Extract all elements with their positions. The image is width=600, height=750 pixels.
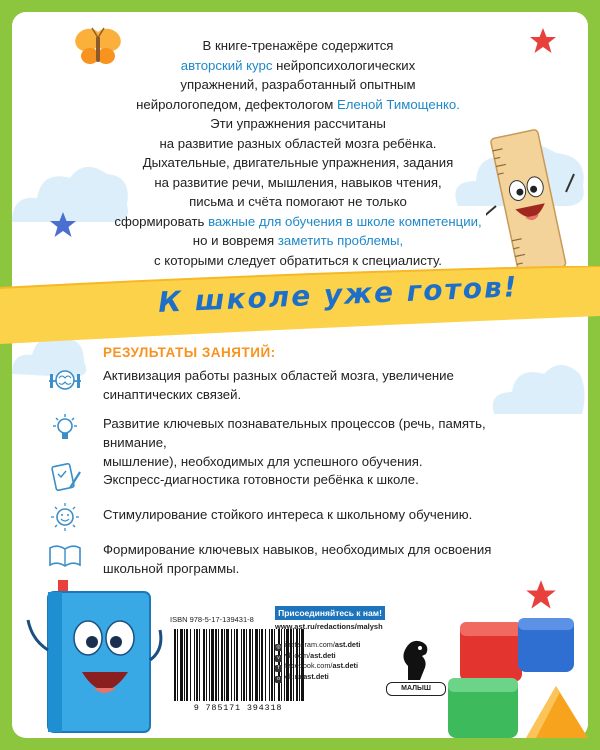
barcode-bar xyxy=(190,629,191,701)
social-prefix: ok.ru/ xyxy=(285,671,304,681)
intro-line xyxy=(110,231,486,251)
barcode-bar xyxy=(255,629,258,701)
social-link-ok[interactable] xyxy=(275,672,415,683)
social-prefix: vk.com/ xyxy=(285,650,311,660)
ruler-character-icon xyxy=(486,126,576,276)
social-link-facebook[interactable] xyxy=(275,661,415,672)
social-prefix: instagram.com/ xyxy=(285,640,335,649)
intro-line: упражнений, разработанный опытным xyxy=(180,77,416,92)
results-title: РЕЗУЛЬТАТЫ ЗАНЯТИЙ: xyxy=(103,345,276,360)
intro-line xyxy=(110,56,486,76)
intro-text: нейрологопедом, дефектологом xyxy=(136,96,337,112)
barcode-bar xyxy=(194,629,195,701)
intro-line: на развитие речи, мышления, навыков чтения, xyxy=(154,174,442,190)
social-handle: ast.deti xyxy=(332,661,359,670)
intro-line xyxy=(110,212,486,232)
result-item xyxy=(103,540,523,578)
open-book-icon xyxy=(48,540,82,570)
intro-line: с которыми следует обратиться к специалисту. xyxy=(154,252,442,268)
barcode-bar xyxy=(180,629,183,701)
isbn-text: ISBN 978-5-17-139431-8 xyxy=(170,615,254,624)
toy-blocks-icon xyxy=(448,612,588,738)
barcode-number: 9 785171 394318 xyxy=(193,703,283,713)
barcode-bar xyxy=(174,629,176,701)
barcode-bar xyxy=(211,629,214,701)
barcode-bar xyxy=(218,629,219,701)
social-link-vk[interactable] xyxy=(275,651,415,662)
barcode-bar xyxy=(249,629,251,701)
intro-line: Эти упражнения рассчитаны xyxy=(210,116,386,131)
result-line: школьной программы. xyxy=(103,561,240,576)
result-line: Стимулирование стойкого интереса к школьному обучению. xyxy=(103,507,473,522)
brain-barbell-icon xyxy=(48,366,82,396)
intro-text: нейропсихологических xyxy=(272,57,416,73)
barcode-bar xyxy=(206,629,207,701)
intro-line xyxy=(110,95,486,115)
result-line: синаптических связей. xyxy=(103,387,242,402)
social-links xyxy=(275,640,415,682)
barcode-bar xyxy=(243,629,245,701)
lightbulb-icon xyxy=(48,414,82,444)
smiling-sun-icon xyxy=(48,502,82,532)
highlight-text: важные для обучения в школе компетенции, xyxy=(208,213,482,229)
barcode-bar xyxy=(203,629,205,701)
result-line: Экспресс-диагностика готовности ребёнка к школе. xyxy=(103,472,419,487)
social-link-instagram[interactable] xyxy=(275,640,415,651)
social-handle: ast.deti xyxy=(310,650,336,660)
social-handle: ast.deti xyxy=(303,671,329,681)
intro-line: В книге-тренажёре содержится xyxy=(202,38,394,53)
result-line: Активизация работы разных областей мозга, увеличение xyxy=(103,368,454,383)
barcode-bar xyxy=(177,629,178,701)
intro-line: Дыхательные, двигательные упражнения, задания xyxy=(142,155,454,170)
banner-title: К школе уже готов! xyxy=(157,270,520,319)
intro-text: сформировать xyxy=(114,213,209,229)
barcode-bar xyxy=(271,629,273,701)
barcode-bar xyxy=(231,629,232,701)
star-red-bottom-icon xyxy=(524,578,558,612)
instagram-icon: ◎ xyxy=(276,644,281,650)
book-character-icon xyxy=(24,580,164,738)
barcode-bar xyxy=(241,629,242,701)
barcode-bar xyxy=(269,629,270,701)
result-line: Развитие ключевых познавательных процессов (речь, память, внимание, xyxy=(103,416,486,450)
barcode-bar xyxy=(234,629,235,701)
barcode-bar xyxy=(184,629,185,701)
vk-icon: v xyxy=(275,655,282,662)
star-blue-icon xyxy=(48,210,78,240)
barcode-bar xyxy=(209,629,210,701)
result-item xyxy=(103,414,523,471)
publisher-name: МАЛЫШ xyxy=(386,682,446,696)
result-line: Формирование ключевых навыков, необходимых для освоения xyxy=(103,542,492,557)
barcode-bar xyxy=(236,629,238,701)
barcode-bar xyxy=(196,629,198,701)
social-prefix: facebook.com/ xyxy=(285,661,333,670)
highlight-text: заметить проблемы, xyxy=(277,233,404,248)
social-handle: ast.deti xyxy=(334,640,361,649)
result-item xyxy=(103,366,523,404)
highlight-text: авторский курс xyxy=(180,57,273,73)
intro-paragraph xyxy=(110,36,486,270)
facebook-icon: f xyxy=(275,665,282,672)
result-line: мышление), необходимых для успешного обучения. xyxy=(103,454,423,469)
highlight-text: Еленой Тимощенко. xyxy=(336,96,460,112)
barcode-bar xyxy=(186,629,188,701)
checklist-pencil-icon xyxy=(48,462,82,492)
result-item xyxy=(103,505,523,524)
barcode-bar xyxy=(226,629,229,701)
odnoklassniki-icon: o xyxy=(275,676,282,683)
barcode-bar xyxy=(261,629,263,701)
join-label: Присоединяйтесь к нам! xyxy=(275,606,385,620)
intro-text: но и вовремя xyxy=(192,233,278,248)
barcode-bar xyxy=(246,629,247,701)
star-red-top-icon xyxy=(528,26,558,56)
barcode-bar xyxy=(221,629,223,701)
barcode-bar xyxy=(199,629,200,701)
intro-line: на развитие разных областей мозга ребёнка. xyxy=(159,135,437,151)
barcode-bar xyxy=(252,629,253,701)
barcode-bar xyxy=(215,629,217,701)
barcode-bar xyxy=(265,629,266,701)
website-link[interactable]: www.ast.ru/redactions/malysh xyxy=(275,622,383,631)
barcode-bar xyxy=(224,629,225,701)
intro-line: письма и счёта помогают не только xyxy=(189,194,407,209)
result-item xyxy=(103,470,523,489)
publisher-logo-icon xyxy=(396,636,434,682)
barcode-bar xyxy=(259,629,260,701)
